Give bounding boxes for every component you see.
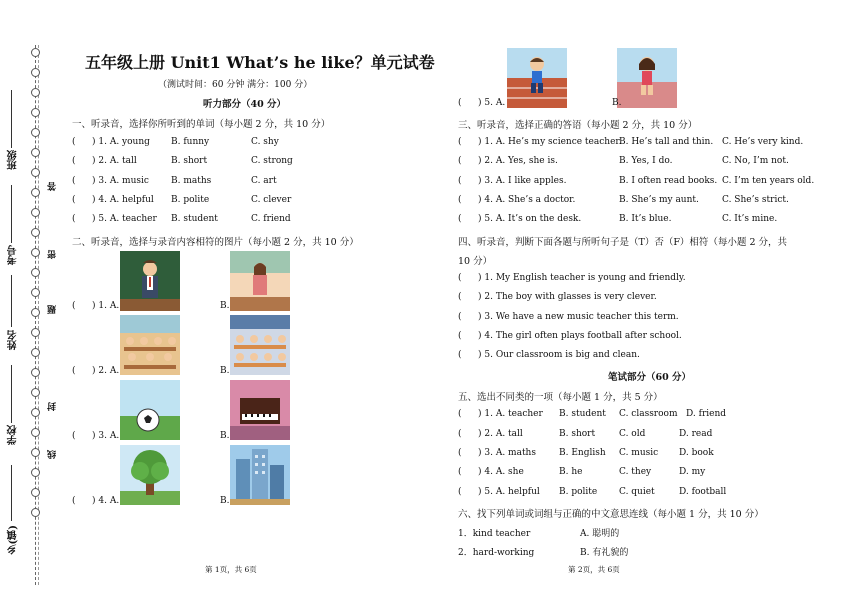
tree-picture[interactable] [120,445,180,505]
township-label: 乡(镇) [8,525,19,555]
section-1-heading: 一、听录音，选择你所听到的单词（每小题 2 分，共 10 分） [72,119,331,130]
page-number-right: 第 2页，共 6页 [568,565,620,574]
township-field[interactable] [11,465,12,521]
football-picture[interactable] [120,380,180,440]
section-5-heading: 五、选出不同类的一项（每小题 1 分，共 5 分） [458,392,663,403]
piano-picture[interactable] [230,380,290,440]
school-field[interactable] [11,365,12,423]
listening-part-heading: 听力部分（40 分） [203,99,287,110]
exam-subtitle: （测试时间：60 分钟 满分：100 分） [158,80,313,90]
page-one: 五年级上册 Unit1 What’s he like？单元试卷 （测试时间：60 分钟 满分：100 分） 听力部分（40 分） 一、听录音，选择你所听到的单词（每小题 2 分，共 10 分） ( ) 1. A. young B. funny C. shy ( ) 2. A. tall B. short C. strong ( ) 3. A. music B. maths C. art ( ) 4. A. helpful B. polite C. clever ( ) 5. A. teacher B. student C. friend 二、听录音，选择与录音内容相符的图片（每小题 2 分，共 10 分） ( ) 1. A. B. ( ) 2. A. B. ( ) 3. A. B. ( ) 4. A. B. 第 1页，共 6页 [65,0,440,607]
seal-char-feng: 封 [48,402,58,411]
running-girl-picture[interactable] [617,48,677,108]
written-part-heading: 笔试部分（60 分） [608,372,692,383]
name-label: 姓名 [8,330,19,350]
binding-holes [31,48,41,528]
teacher-man-picture[interactable] [120,251,180,311]
binding-margin [0,0,58,607]
page-two: ( ) 5. A. B. 三、听录音，选择正确的答语（每小题 2 分，共 10 分） ( ) 1. A. He’s my science teacher. B. He’s tall and thin. C. He’s very kind. ( ) 2. A. Yes, she is. B. Yes, I do. C. No, I’m not. ( ) 3. A. I like apples. B. I often read books. C. I’m ten years old. ( ) 4. A. She’s a doctor. B. She’s my aunt. C. She’s strict. ( ) 5. A. It’s on the desk. B. It’s blue. C. It’s mine. 四、听录音，判断下面各题与所听句子是（T）否（F）相符（每小题 2 分，共 10 分） ( ) 1. My English teacher is young and friendly. ( ) 2. The boy with glasses is very clever. ( ) 3. We have a new music teacher this term. ( ) 4. The girl often plays football after school. ( ) 5. Our classroom is big and clean. 笔试部分（60 分） 五、选出不同类的一项（每小题 1 分，共 5 分） ( ) 1. A. teacher B. student C. classroom D. friend ( ) 2. A. tall B. short C. old D. read ( ) 3. A. maths B. English C. music D. book ( ) 4. A. she B. he C. they D. my ( ) 5. A. helpful B. polite C. quiet D. football 六、找下列单词或词组与正确的中文意思连线（每小题 1 分，共 10 分） 1．kind teacher A. 聪明的 2．hard-working B. 有礼貌的 第 2页，共 6页 [455,0,850,607]
classroom-picture-a[interactable] [120,315,180,375]
page-number-left: 第 1页，共 6页 [205,565,257,574]
section-4-heading-line1: 四、听录音，判断下面各题与所听句子是（T）否（F）相符（每小题 2 分，共 [458,237,788,248]
seal-char-da: 答 [48,182,58,191]
exam-title: 五年级上册 Unit1 What’s he like？单元试卷 [85,53,435,72]
section-6-heading: 六、找下列单词或词组与正确的中文意思连线（每小题 1 分，共 10 分） [458,509,764,520]
seal-char-xian: 线 [48,450,58,459]
classroom-picture-b[interactable] [230,315,290,375]
section-4-heading-line2: 10 分） [458,256,493,267]
city-building-picture[interactable] [230,445,290,505]
section-3-heading: 三、听录音，选择正确的答语（每小题 2 分，共 10 分） [458,120,698,131]
school-label: 学校 [8,425,19,445]
teacher-woman-picture[interactable] [230,251,290,311]
seal-char-mi: 密 [48,250,58,259]
class-field[interactable] [11,90,12,148]
name-field[interactable] [11,275,12,327]
seal-char-ti: 题 [48,305,58,314]
running-boy-picture[interactable] [507,48,567,108]
class-label: 班级 [8,150,19,170]
exam-number-field[interactable] [11,185,12,243]
section-2-heading: 二、听录音，选择与录音内容相符的图片（每小题 2 分，共 10 分） [72,237,359,248]
exam-number-label: 考号 [8,245,19,265]
